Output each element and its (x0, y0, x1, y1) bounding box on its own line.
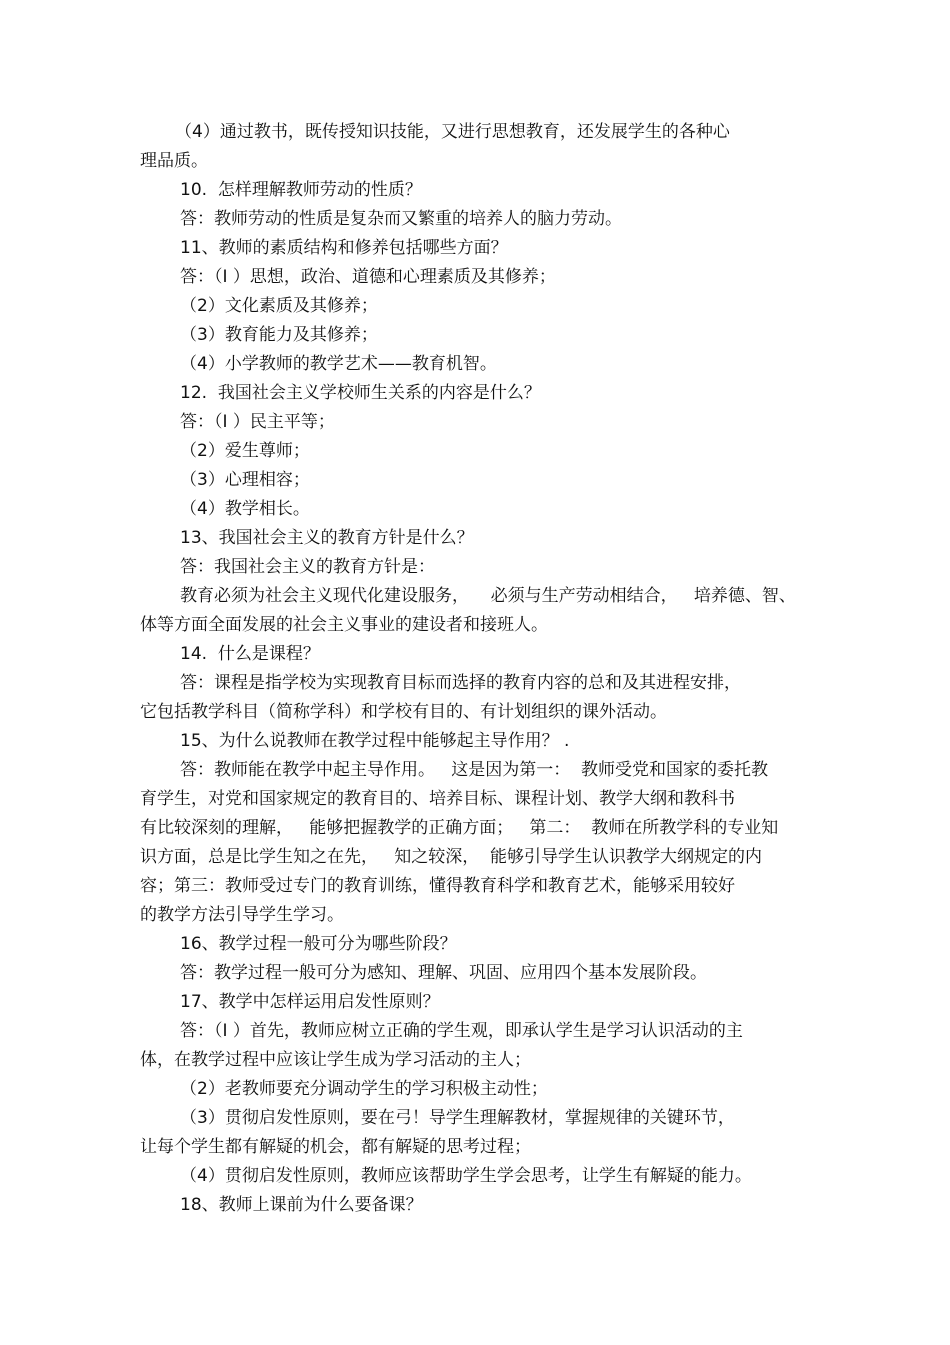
text-line: 体等方面全面发展的社会主义事业的建设者和接班人。 (140, 615, 548, 635)
list-item: （2）爱生尊师； (180, 441, 310, 461)
answer-line: 答：（I ）首先，教师应树立正确的学生观，即承认学生是学习认识活动的主 (180, 1021, 743, 1041)
text-line: 它包括教学科目（简称学科）和学校有目的、有计划组织的课外活动。 (140, 702, 667, 722)
text-line: （4）通过教书，既传授知识技能，又进行思想教育，还发展学生的各种心 (175, 122, 730, 142)
answer-line: 答：（I ）民主平等； (180, 412, 335, 432)
answer-line: 答：（I ）思想，政治、道德和心理素质及其修养； (180, 267, 556, 287)
list-item: （3）贯彻启发性原则，要在弓！导学生理解教材，掌握规律的关键环节， (180, 1108, 735, 1128)
text-line: 识方面，总是比学生知之在先， 知之较深， 能够引导学生认识教学大纲规定的内 (140, 847, 763, 867)
question-line: 15、为什么说教师在教学过程中能够起主导作用？ . (180, 731, 570, 751)
list-item: （2）老教师要充分调动学生的学习积极主动性； (180, 1079, 548, 1099)
question-line: 11、教师的素质结构和修养包括哪些方面？ (180, 238, 508, 258)
answer-line: 答：教师能在教学中起主导作用。 这是因为第一： 教师受党和国家的委托教 (180, 760, 769, 780)
answer-line: 答：教学过程一般可分为感知、理解、巩固、应用四个基本发展阶段。 (180, 963, 707, 983)
list-item: （4）小学教师的教学艺术——教育机智。 (180, 354, 497, 374)
answer-line: 答：课程是指学校为实现教育目标而选择的教育内容的总和及其进程安排， (180, 673, 741, 693)
answer-line: 答：我国社会主义的教育方针是： (180, 557, 435, 577)
text-line: 教育必须为社会主义现代化建设服务， 必须与生产劳动相结合， 培养德、智、 (180, 586, 796, 606)
text-line: 体，在教学过程中应该让学生成为学习活动的主人； (140, 1050, 531, 1070)
text-line: 让每个学生都有解疑的机会，都有解疑的思考过程； (140, 1137, 531, 1157)
text-line: 育学生，对党和国家规定的教育目的、培养目标、课程计划、教学大纲和教科书 (140, 789, 735, 809)
text-line: 的教学方法引导学生学习。 (140, 905, 344, 925)
question-line: 12. 我国社会主义学校师生关系的内容是什么？ (180, 383, 541, 403)
question-line: 18、教师上课前为什么要备课？ (180, 1195, 423, 1215)
list-item: （4）贯彻启发性原则，教师应该帮助学生学会思考，让学生有解疑的能力。 (180, 1166, 752, 1186)
text-line: 容；第三：教师受过专门的教育训练，懂得教育科学和教育艺术，能够采用较好 (140, 876, 735, 896)
list-item: （3）教育能力及其修养； (180, 325, 378, 345)
question-line: 17、教学中怎样运用启发性原则？ (180, 992, 440, 1012)
question-line: 14. 什么是课程？ (180, 644, 320, 664)
text-line: 有比较深刻的理解， 能够把握教学的正确方面； 第二： 教师在所教学科的专业知 (140, 818, 779, 838)
list-item: （4）教学相长。 (180, 499, 310, 519)
question-line: 16、教学过程一般可分为哪些阶段？ (180, 934, 457, 954)
list-item: （3）心理相容； (180, 470, 310, 490)
text-line: 理品质。 (140, 151, 208, 171)
question-line: 10. 怎样理解教师劳动的性质？ (180, 180, 422, 200)
answer-line: 答：教师劳动的性质是复杂而又繁重的培养人的脑力劳动。 (180, 209, 622, 229)
list-item: （2）文化素质及其修养； (180, 296, 378, 316)
question-line: 13、我国社会主义的教育方针是什么？ (180, 528, 474, 548)
